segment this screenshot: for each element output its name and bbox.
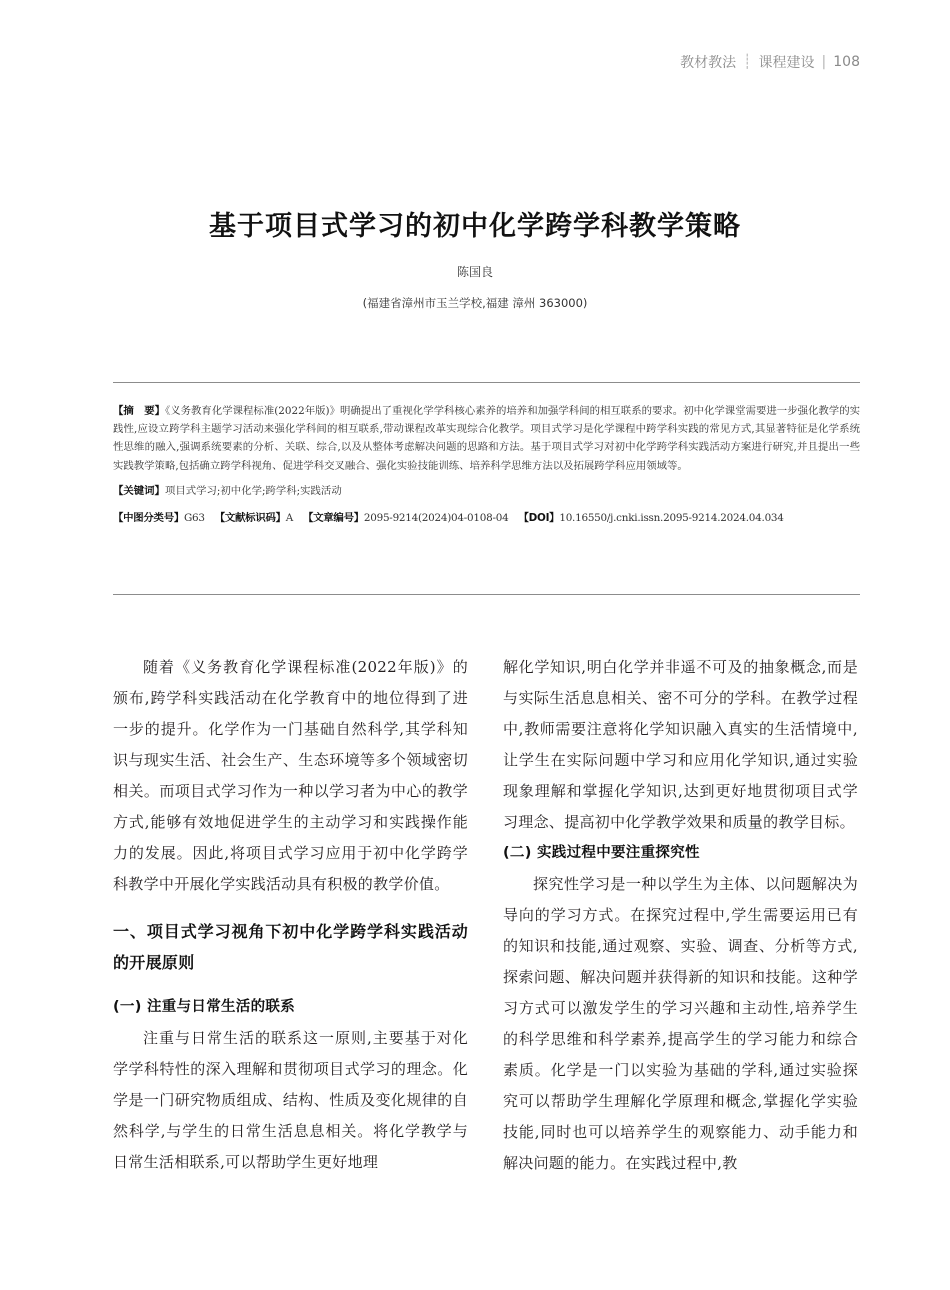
article-metadata <box>113 509 860 527</box>
running-head-subsection: 课程建设 <box>758 55 815 71</box>
article-no-value: 2095-9214(2024)04-0108-04 <box>363 512 509 525</box>
bottom-divider <box>113 594 860 595</box>
running-head-bar: | <box>821 54 827 70</box>
article-no-label: 【文章编号】 <box>303 512 364 525</box>
abstract-label: 【摘 要】 <box>113 405 166 417</box>
doi-label: 【DOI】 <box>518 512 560 525</box>
doi-value: 10.16550/j.cnki.issn.2095-9214.2024.04.034 <box>559 512 784 525</box>
running-head <box>680 52 860 72</box>
abstract-block <box>113 402 860 527</box>
abstract <box>113 402 860 475</box>
subsection-2-paragraph: 探究性学习是一种以学生为主体、以问题解决为导向的学习方式。在探究过程中,学生需要运用已有的知识和技能,通过观察、实验、调查、分析等方式,探索问题、解决问题并获得新的知识和技能。这种学习方式可以激发学生的学习兴趣和主动性,培养学生的科学思维和科学素养,提高学生的学习能力和综合素质。化学是一门以实验为基础的学科,通过实验探究可以帮助学生理解化学原理和概念,掌握化学实验技能,同时也可以培养学生的观察能力、动手能力和解决问题的能力。在实践过程中,教 <box>503 875 858 1172</box>
keywords <box>113 482 860 500</box>
body-column-left <box>113 652 468 1178</box>
author-affiliation: (福建省漳州市玉兰学校,福建 漳州 363000) <box>362 296 588 310</box>
clc-label: 【中图分类号】 <box>113 512 184 525</box>
doc-code-value: A <box>285 512 294 525</box>
subsection-1-paragraph-continued: 解化学知识,明白化学并非遥不可及的抽象概念,而是与实际生活息息相关、密不可分的学科。在教学过程中,教师需要注意将化学知识融入真实的生活情境中,让学生在实际问题中学习和应用化学知识,通过实验现象理解和掌握化学知识,达到更好地贯彻项目式学习理念、提高初中化学教学效果和质量的教学目标。 <box>503 658 858 831</box>
abstract-text: 《义务教育化学课程标准(2022年版)》明确提出了重视化学学科核心素养的培养和加强学科间的相互联系的要求。初中化学课堂需要进一步强化教学的实践性,应设立跨学科主题学习活动来强化学科间的相互联系,带动课程改革实现综合化教学。项目式学习是化学课程中跨学科实践的常见方式,其显著特征是化学系统性思维的融入,强调系统要素的分析、关联、综合,以及从整体考虑解决问题的思路和方法。基于项目式学习对初中化学跨学科实践活动方案进行研究,并且提出一些实践教学策略,包括确立跨学科视角、促进学科交叉融合、强化实验技能训练、培养科学思维方法以及拓展跨学科应用领域等。 <box>113 405 860 472</box>
clc-value: G63 <box>183 512 205 525</box>
body-column-right <box>503 652 858 1179</box>
subsection-1-paragraph: 注重与日常生活的联系这一原则,主要基于对化学学科特性的深入理解和贯彻项目式学习的理念。化学是一门研究物质组成、结构、性质及变化规律的自然科学,与学生的日常生活息息相关。将化学教学与日常生活相联系,可以帮助学生更好地理 <box>113 1029 468 1171</box>
keywords-text: 项目式学习;初中化学;跨学科;实践活动 <box>164 484 342 497</box>
doc-code-label: 【文献标识码】 <box>214 512 286 525</box>
author-name: 陈国良 <box>456 265 493 279</box>
subsection-1-heading: (一) 注重与日常生活的联系 <box>113 999 296 1015</box>
intro-paragraph: 随着《义务教育化学课程标准(2022年版)》的颁布,跨学科实践活动在化学教育中的地位得到了进一步的提升。化学作为一门基础自然科学,其学科知识与现实生活、社会生产、生态环境等多个领域密切相关。而项目式学习作为一种以学习者为中心的教学方式,能够有效地促进学生的主动学习和实践操作能力的发展。因此,将项目式学习应用于初中化学跨学科教学中开展化学实践活动具有积极的教学价值。 <box>113 658 468 893</box>
running-head-separator: ┊ <box>743 54 752 70</box>
article-title: 基于项目式学习的初中化学跨学科教学策略 <box>209 211 741 242</box>
running-head-section: 教材教法 <box>680 55 737 71</box>
top-divider <box>113 382 860 383</box>
page-number: 108 <box>833 54 860 70</box>
subsection-2-heading: (二) 实践过程中要注重探究性 <box>503 845 700 861</box>
section-1-heading: 一、项目式学习视角下初中化学跨学科实践活动的开展原则 <box>113 922 468 972</box>
keywords-label: 【关键词】 <box>113 484 165 497</box>
